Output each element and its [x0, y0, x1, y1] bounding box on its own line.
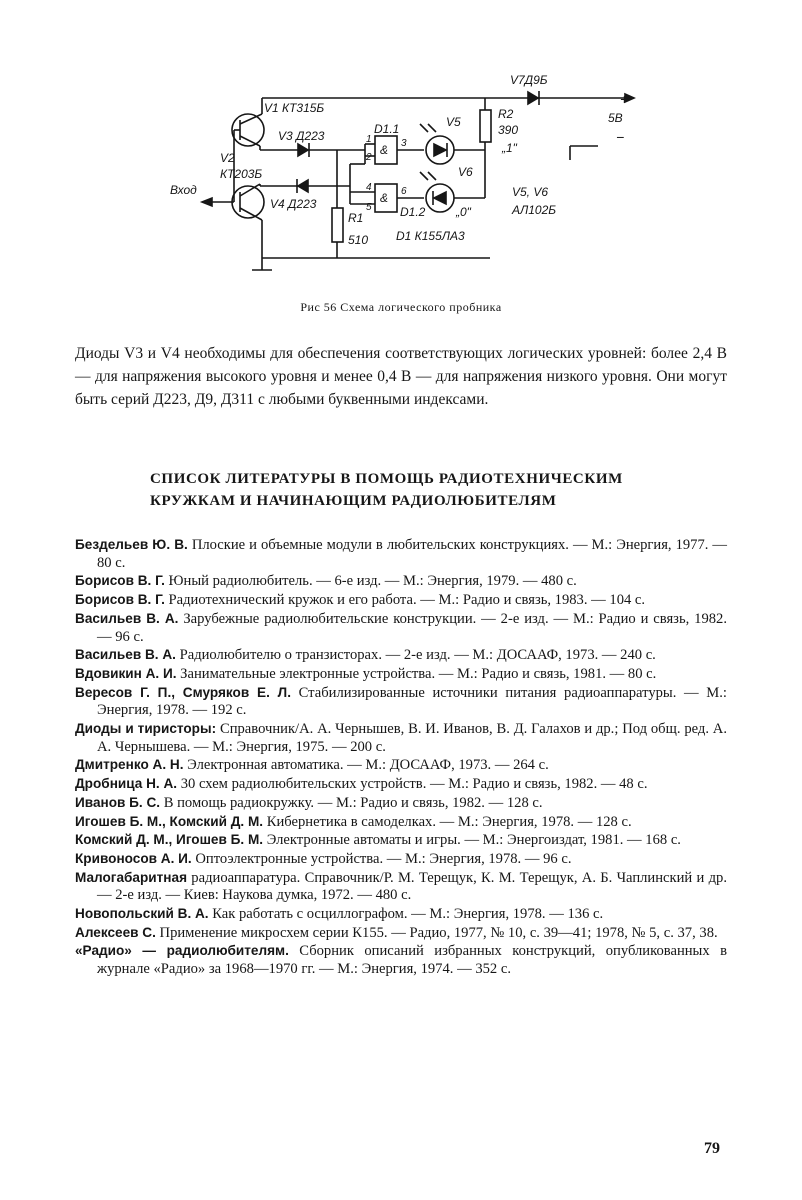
reference-text: Как работать с осциллографом. — М.: Энергия, 1978. — 136 с.	[208, 906, 604, 923]
reference-item	[75, 794, 727, 813]
reference-item	[75, 775, 727, 794]
label-minus: −	[616, 129, 625, 145]
reference-list	[75, 536, 727, 979]
label-gate2-amp: &	[380, 191, 389, 205]
reference-item	[75, 610, 727, 646]
label-v2-type: КТ203Б	[220, 167, 263, 181]
section-heading	[150, 468, 710, 512]
reference-text: Занимательные электронные устройства. — М.: Радио и связь, 1981. — 80 с.	[176, 665, 657, 682]
label-input: Вход	[170, 183, 197, 197]
label-v3: V3 Д223	[278, 129, 325, 143]
label-v7: V7Д9Б	[510, 73, 548, 87]
label-d12: D1.2	[400, 205, 426, 219]
circuit-diagram	[160, 60, 660, 290]
reference-author: Васильев В. А.	[75, 647, 176, 663]
reference-item	[75, 720, 727, 756]
reference-item	[75, 813, 727, 832]
label-chip: D1 К155ЛА3	[396, 229, 465, 243]
label-v2: V2	[220, 151, 235, 165]
heading-line-2: КРУЖКАМ И НАЧИНАЮЩИМ РАДИОЛЮБИТЕЛЯМ	[150, 493, 557, 509]
reference-text: Оптоэлектронные устройства. — М.: Энергия, 1978. — 96 с.	[191, 850, 572, 867]
reference-item	[75, 756, 727, 775]
reference-item	[75, 942, 727, 978]
reference-author: «Радио» — радиолюбителям.	[75, 943, 289, 959]
reference-text: Кибернетика в самоделках. — М.: Энергия, 1978. — 128 с.	[263, 813, 632, 830]
label-one: „1"	[502, 141, 517, 155]
label-d11: D1.1	[374, 122, 400, 136]
heading-line-1: СПИСОК ЛИТЕРАТУРЫ В ПОМОЩЬ РАДИОТЕХНИЧЕСКИМ	[150, 471, 623, 487]
reference-text: Стабилизированные источники питания радиоаппаратуры. — М.: Энергия, 1978. — 192 с.	[97, 684, 727, 719]
reference-item	[75, 646, 727, 665]
reference-author: Игошев Б. М., Комский Д. М.	[75, 813, 264, 829]
label-r1-value: 510	[348, 233, 369, 247]
reference-text: Плоские и объемные модули в любительских конструкциях. — М.: Энергия, 1977. — 80 с.	[97, 537, 727, 571]
reference-item	[75, 591, 727, 610]
paragraph-text: Диоды V3 и V4 необходимы для обеспечения соответствующих логических уровней: более 2,4 В — для напряжения высокого уровня и менее 0,4 В — для напряжения низкого уровня. Они могут быть серий Д223, Д9, Д311 с любыми буквенными индексами.	[75, 345, 727, 408]
reference-author: Кривоносов А. И.	[75, 850, 192, 866]
reference-text: Радиолюбителю о транзисторах. — 2-е изд. — М.: ДОСААФ, 1973. — 240 с.	[175, 647, 656, 664]
reference-item	[75, 850, 727, 869]
label-pin6: 6	[401, 186, 407, 197]
logic-probe-schematic	[160, 60, 660, 290]
label-voltage: 5В	[608, 111, 623, 125]
label-pin4: 4	[366, 182, 372, 193]
reference-author: Дмитренко А. Н.	[75, 757, 184, 773]
reference-text: Применение микросхем серии К155. — Радио, 1977, № 10, с. 39—41; 1978, № 5, с. 37, 38.	[155, 924, 718, 941]
reference-item	[75, 572, 727, 591]
reference-author: Дробница Н. А.	[75, 776, 178, 792]
body-paragraph	[75, 342, 727, 411]
label-pin1: 1	[366, 134, 372, 145]
reference-item	[75, 831, 727, 850]
reference-item	[75, 665, 727, 684]
reference-author: Иванов Б. С.	[75, 794, 161, 810]
label-pin5: 5	[366, 202, 372, 213]
reference-item	[75, 924, 727, 943]
reference-text: радиоаппаратура. Справочник/Р. М. Терещук, К. М. Терещук, А. Б. Чаплинский и др. — 2-е изд. — Киев: Наукова думка, 1972. — 480 с.	[97, 869, 727, 904]
reference-text: Справочник/А. А. Чернышев, В. И. Иванов, В. Д. Галахов и др.; Под общ. ред. А. А. Чернышева. — М.: Энергия, 1975. — 200 с.	[97, 721, 727, 755]
reference-text: Электронные автоматы и игры. — М.: Энергоиздат, 1981. — 168 с.	[263, 832, 681, 849]
reference-author: Васильев В. А.	[75, 610, 179, 626]
label-v6: V6	[458, 165, 473, 179]
label-v1: V1 КТ315Б	[264, 101, 325, 115]
reference-text: Юный радиолюбитель. — 6-е изд. — М.: Энергия, 1979. — 480 с.	[164, 573, 577, 590]
label-led-type: АЛ102Б	[512, 203, 557, 217]
label-r1: R1	[348, 211, 364, 225]
label-r2: R2	[498, 107, 514, 121]
page-number: 79	[704, 1140, 720, 1157]
label-pin3: 3	[401, 138, 407, 149]
reference-text: Сборник описаний избранных конструкций, опубликованных в журнале «Радио» за 1968—1970 гг. — М.: Энергия, 1974. — 352 с.	[97, 943, 727, 978]
reference-author: Бездельев Ю. В.	[75, 537, 188, 552]
label-gate1-amp: &	[380, 143, 389, 157]
reference-author: Вересов Г. П., Смуряков Е. Л.	[75, 684, 291, 700]
reference-author: Борисов В. Г.	[75, 592, 165, 608]
reference-author: Борисов В. Г.	[75, 573, 165, 589]
reference-text: Зарубежные радиолюбительские конструкции. — 2-е изд. — М.: Радио и связь, 1982. — 96 с.	[97, 610, 727, 645]
reference-text: Радиотехнический кружок и его работа. — М.: Радио и связь, 1983. — 104 с.	[164, 592, 646, 609]
reference-item	[75, 905, 727, 924]
reference-author: Алексеев С.	[75, 924, 156, 940]
figure-caption: Рис 56 Схема логического пробника	[300, 300, 502, 314]
label-led-pair: V5, V6	[512, 185, 549, 199]
reference-author: Новопольский В. А.	[75, 906, 209, 922]
reference-item	[75, 869, 727, 905]
label-plus: +	[620, 91, 629, 107]
reference-item	[75, 536, 727, 572]
reference-text: 30 схем радиолюбительских устройств. — М.: Радио и связь, 1982. — 48 с.	[177, 776, 648, 793]
reference-text: Электронная автоматика. — М.: ДОСААФ, 1973. — 264 с.	[183, 757, 549, 774]
reference-author: Вдовикин А. И.	[75, 665, 177, 681]
label-zero: „0"	[456, 205, 471, 219]
label-v4: V4 Д223	[270, 197, 317, 211]
label-pin2: 2	[366, 152, 372, 163]
reference-author: Малогабаритная	[75, 869, 188, 885]
label-r2-value: 390	[498, 123, 519, 137]
reference-author: Диоды и тиристоры:	[75, 721, 217, 737]
label-v5: V5	[446, 115, 461, 129]
reference-item	[75, 684, 727, 720]
reference-author: Комский Д. М., Игошев Б. М.	[75, 832, 264, 848]
reference-text: В помощь радиокружку. — М.: Радио и связь, 1982. — 128 с.	[160, 794, 543, 811]
